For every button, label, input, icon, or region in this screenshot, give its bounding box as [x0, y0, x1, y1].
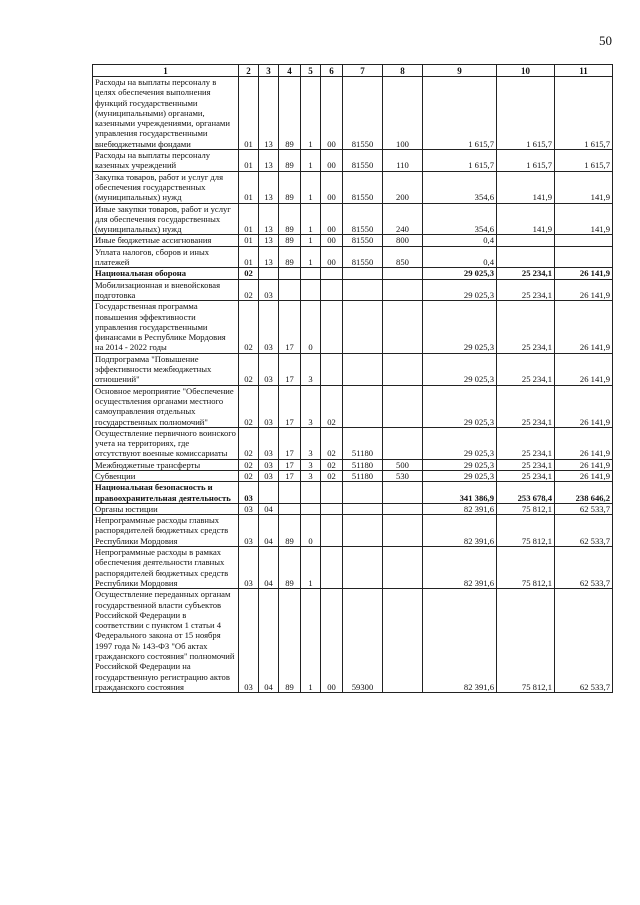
row-label: Субвенции	[93, 470, 239, 481]
code-cell: 0	[301, 515, 321, 547]
amount-cell: 1 615,7	[423, 150, 497, 172]
code-cell: 81550	[343, 235, 383, 246]
code-cell: 00	[321, 150, 343, 172]
code-cell	[321, 301, 343, 353]
code-cell: 17	[279, 459, 301, 470]
code-cell: 1	[301, 77, 321, 150]
code-cell: 02	[239, 279, 259, 301]
code-cell: 03	[239, 515, 259, 547]
table-row	[93, 353, 613, 385]
amount-cell	[555, 235, 613, 246]
code-cell: 3	[301, 470, 321, 481]
amount-cell: 75 812,1	[497, 547, 555, 589]
code-cell: 89	[279, 246, 301, 268]
amount-cell: 62 533,7	[555, 589, 613, 693]
amount-cell: 29 025,3	[423, 385, 497, 427]
code-cell: 02	[239, 470, 259, 481]
row-label: Мобилизационная и вневойсковая подготовка	[93, 279, 239, 301]
code-cell: 200	[383, 171, 423, 203]
code-cell: 04	[259, 503, 279, 514]
column-header: 2	[239, 65, 259, 77]
code-cell	[343, 482, 383, 504]
amount-cell: 25 234,1	[497, 427, 555, 459]
amount-cell: 29 025,3	[423, 427, 497, 459]
row-label: Расходы на выплаты персоналу в целях обеспечения выполнения функций государственными (муниципальными) органами, казенными учреждениями, органами управления государственными внебюджетными фондами	[93, 77, 239, 150]
amount-cell: 26 141,9	[555, 470, 613, 481]
amount-cell: 26 141,9	[555, 279, 613, 301]
code-cell: 110	[383, 150, 423, 172]
code-cell	[383, 515, 423, 547]
amount-cell: 62 533,7	[555, 547, 613, 589]
code-cell: 02	[239, 268, 259, 279]
column-header: 8	[383, 65, 423, 77]
code-cell	[321, 515, 343, 547]
code-cell: 01	[239, 246, 259, 268]
amount-cell	[555, 246, 613, 268]
code-cell: 89	[279, 547, 301, 589]
amount-cell: 25 234,1	[497, 459, 555, 470]
amount-cell: 29 025,3	[423, 470, 497, 481]
table-row	[93, 268, 613, 279]
code-cell: 89	[279, 203, 301, 235]
code-cell: 1	[301, 171, 321, 203]
code-cell: 100	[383, 77, 423, 150]
row-label: Государственная программа повышения эффективности управления государственными финансами в Республике Мордовия на 2014 - 2022 годы	[93, 301, 239, 353]
code-cell	[301, 279, 321, 301]
code-cell: 03	[259, 385, 279, 427]
amount-cell: 141,9	[555, 171, 613, 203]
column-header: 6	[321, 65, 343, 77]
amount-cell: 1 615,7	[555, 77, 613, 150]
code-cell: 3	[301, 459, 321, 470]
code-cell	[343, 353, 383, 385]
code-cell: 02	[321, 427, 343, 459]
table-row	[93, 203, 613, 235]
table-row	[93, 171, 613, 203]
row-label: Иные бюджетные ассигнования	[93, 235, 239, 246]
code-cell: 51180	[343, 427, 383, 459]
amount-cell: 82 391,6	[423, 547, 497, 589]
code-cell: 240	[383, 203, 423, 235]
code-cell: 3	[301, 353, 321, 385]
code-cell: 03	[259, 459, 279, 470]
code-cell	[279, 482, 301, 504]
amount-cell: 75 812,1	[497, 515, 555, 547]
code-cell: 89	[279, 77, 301, 150]
amount-cell: 29 025,3	[423, 459, 497, 470]
row-label: Подпрограмма "Повышение эффективности межбюджетных отношений"	[93, 353, 239, 385]
amount-cell: 29 025,3	[423, 279, 497, 301]
code-cell	[343, 385, 383, 427]
row-label: Межбюджетные трансферты	[93, 459, 239, 470]
code-cell: 1	[301, 203, 321, 235]
table-row	[93, 470, 613, 481]
amount-cell: 26 141,9	[555, 427, 613, 459]
code-cell	[383, 268, 423, 279]
code-cell	[343, 301, 383, 353]
code-cell	[279, 279, 301, 301]
amount-cell: 82 391,6	[423, 515, 497, 547]
code-cell	[383, 589, 423, 693]
amount-cell: 141,9	[497, 171, 555, 203]
row-label: Основное мероприятие "Обеспечение осуществления органами местного самоуправления отдельных государственных полномочий"	[93, 385, 239, 427]
code-cell: 13	[259, 203, 279, 235]
row-label: Непрограммные расходы в рамках обеспечения деятельности главных распорядителей бюджетных средств Республики Мордовия	[93, 547, 239, 589]
code-cell	[321, 279, 343, 301]
table-row	[93, 279, 613, 301]
column-header: 3	[259, 65, 279, 77]
column-header: 11	[555, 65, 613, 77]
amount-cell: 29 025,3	[423, 268, 497, 279]
page-number: 50	[599, 33, 612, 48]
column-header: 9	[423, 65, 497, 77]
header-row	[93, 65, 613, 77]
column-header: 10	[497, 65, 555, 77]
column-header: 4	[279, 65, 301, 77]
amount-cell: 341 386,9	[423, 482, 497, 504]
amount-cell: 26 141,9	[555, 301, 613, 353]
code-cell	[383, 385, 423, 427]
row-label: Расходы на выплаты персоналу казенных учреждений	[93, 150, 239, 172]
row-label: Органы юстиции	[93, 503, 239, 514]
code-cell	[383, 547, 423, 589]
code-cell	[383, 482, 423, 504]
code-cell: 17	[279, 353, 301, 385]
amount-cell: 26 141,9	[555, 459, 613, 470]
table-row	[93, 385, 613, 427]
code-cell	[321, 353, 343, 385]
code-cell: 02	[321, 470, 343, 481]
amount-cell: 75 812,1	[497, 503, 555, 514]
code-cell: 03	[259, 353, 279, 385]
code-cell: 81550	[343, 171, 383, 203]
amount-cell: 1 615,7	[423, 77, 497, 150]
code-cell: 1	[301, 547, 321, 589]
code-cell: 01	[239, 235, 259, 246]
table-body	[93, 77, 613, 693]
code-cell: 89	[279, 171, 301, 203]
amount-cell: 62 533,7	[555, 503, 613, 514]
table-row	[93, 150, 613, 172]
code-cell: 02	[239, 427, 259, 459]
code-cell: 03	[239, 482, 259, 504]
code-cell: 03	[239, 589, 259, 693]
table-row	[93, 77, 613, 150]
code-cell: 51180	[343, 470, 383, 481]
code-cell: 51180	[343, 459, 383, 470]
column-header: 1	[93, 65, 239, 77]
table-row	[93, 589, 613, 693]
code-cell	[343, 547, 383, 589]
amount-cell: 29 025,3	[423, 301, 497, 353]
code-cell: 00	[321, 246, 343, 268]
table-row	[93, 235, 613, 246]
table-row	[93, 301, 613, 353]
code-cell: 01	[239, 77, 259, 150]
row-label: Иные закупки товаров, работ и услуг для обеспечения государственных (муниципальных) нужд	[93, 203, 239, 235]
code-cell	[259, 482, 279, 504]
code-cell	[343, 515, 383, 547]
code-cell: 00	[321, 589, 343, 693]
row-label: Закупка товаров, работ и услуг для обеспечения государственных (муниципальных) нужд	[93, 171, 239, 203]
code-cell: 17	[279, 427, 301, 459]
code-cell: 03	[259, 279, 279, 301]
amount-cell: 26 141,9	[555, 353, 613, 385]
code-cell	[279, 268, 301, 279]
code-cell: 03	[239, 547, 259, 589]
code-cell: 13	[259, 235, 279, 246]
code-cell: 01	[239, 203, 259, 235]
amount-cell: 25 234,1	[497, 385, 555, 427]
code-cell: 89	[279, 589, 301, 693]
code-cell: 01	[239, 171, 259, 203]
amount-cell: 238 646,2	[555, 482, 613, 504]
amount-cell: 141,9	[497, 203, 555, 235]
budget-table	[92, 64, 613, 693]
amount-cell: 253 678,4	[497, 482, 555, 504]
code-cell: 02	[239, 459, 259, 470]
code-cell: 89	[279, 235, 301, 246]
amount-cell: 1 615,7	[555, 150, 613, 172]
code-cell: 17	[279, 385, 301, 427]
code-cell	[259, 268, 279, 279]
code-cell: 01	[239, 150, 259, 172]
code-cell: 13	[259, 246, 279, 268]
code-cell: 02	[239, 301, 259, 353]
code-cell	[343, 279, 383, 301]
code-cell: 17	[279, 470, 301, 481]
row-label: Осуществление переданных органам государственной власти субъектов Российской Федерации в соответствии с пунктом 1 статьи 4 Федерального закона от 15 ноября 1997 года № 143-ФЗ "Об актах гражданского состояния" полномочий Российской Федерации на государственную регистрацию актов гражданского состояния	[93, 589, 239, 693]
amount-cell: 25 234,1	[497, 301, 555, 353]
code-cell: 3	[301, 427, 321, 459]
code-cell: 81550	[343, 77, 383, 150]
code-cell: 17	[279, 301, 301, 353]
code-cell: 13	[259, 150, 279, 172]
code-cell	[301, 503, 321, 514]
table-row	[93, 459, 613, 470]
code-cell: 03	[259, 427, 279, 459]
code-cell: 00	[321, 235, 343, 246]
code-cell: 1	[301, 235, 321, 246]
amount-cell: 62 533,7	[555, 515, 613, 547]
code-cell	[383, 353, 423, 385]
code-cell: 02	[239, 385, 259, 427]
code-cell: 0	[301, 301, 321, 353]
code-cell: 13	[259, 77, 279, 150]
code-cell: 500	[383, 459, 423, 470]
code-cell	[343, 503, 383, 514]
code-cell	[321, 503, 343, 514]
code-cell	[321, 547, 343, 589]
table-row	[93, 246, 613, 268]
code-cell	[321, 268, 343, 279]
code-cell	[343, 268, 383, 279]
amount-cell: 25 234,1	[497, 353, 555, 385]
amount-cell: 26 141,9	[555, 385, 613, 427]
table-row	[93, 482, 613, 504]
code-cell: 89	[279, 515, 301, 547]
code-cell: 81550	[343, 150, 383, 172]
code-cell: 04	[259, 515, 279, 547]
row-label: Осуществление первичного воинского учета на территориях, где отсутствуют военные комиссариаты	[93, 427, 239, 459]
code-cell: 59300	[343, 589, 383, 693]
row-label: Национальная оборона	[93, 268, 239, 279]
amount-cell: 82 391,6	[423, 589, 497, 693]
code-cell	[383, 503, 423, 514]
column-header: 7	[343, 65, 383, 77]
amount-cell: 354,6	[423, 203, 497, 235]
code-cell: 02	[321, 459, 343, 470]
code-cell	[383, 427, 423, 459]
amount-cell: 26 141,9	[555, 268, 613, 279]
amount-cell	[497, 246, 555, 268]
code-cell: 02	[321, 385, 343, 427]
code-cell: 1	[301, 589, 321, 693]
code-cell: 03	[239, 503, 259, 514]
code-cell: 04	[259, 589, 279, 693]
row-label: Непрограммные расходы главных распорядителей бюджетных средств Республики Мордовия	[93, 515, 239, 547]
row-label: Национальная безопасность и правоохранительная деятельность	[93, 482, 239, 504]
code-cell: 3	[301, 385, 321, 427]
code-cell: 81550	[343, 246, 383, 268]
code-cell: 850	[383, 246, 423, 268]
amount-cell: 25 234,1	[497, 470, 555, 481]
code-cell: 1	[301, 246, 321, 268]
amount-cell: 1 615,7	[497, 150, 555, 172]
code-cell	[279, 503, 301, 514]
amount-cell: 29 025,3	[423, 353, 497, 385]
amount-cell	[497, 235, 555, 246]
code-cell: 13	[259, 171, 279, 203]
code-cell: 800	[383, 235, 423, 246]
table-row	[93, 547, 613, 589]
code-cell: 530	[383, 470, 423, 481]
code-cell: 04	[259, 547, 279, 589]
code-cell	[383, 301, 423, 353]
code-cell: 81550	[343, 203, 383, 235]
code-cell: 1	[301, 150, 321, 172]
amount-cell: 82 391,6	[423, 503, 497, 514]
code-cell: 00	[321, 203, 343, 235]
column-header: 5	[301, 65, 321, 77]
amount-cell: 75 812,1	[497, 589, 555, 693]
table-row	[93, 427, 613, 459]
amount-cell: 0,4	[423, 235, 497, 246]
code-cell: 03	[259, 470, 279, 481]
code-cell	[383, 279, 423, 301]
code-cell	[301, 482, 321, 504]
amount-cell: 0,4	[423, 246, 497, 268]
amount-cell: 354,6	[423, 171, 497, 203]
table-row	[93, 503, 613, 514]
amount-cell: 141,9	[555, 203, 613, 235]
code-cell: 03	[259, 301, 279, 353]
code-cell	[321, 482, 343, 504]
code-cell: 00	[321, 77, 343, 150]
table-row	[93, 515, 613, 547]
code-cell: 00	[321, 171, 343, 203]
row-label: Уплата налогов, сборов и иных платежей	[93, 246, 239, 268]
amount-cell: 1 615,7	[497, 77, 555, 150]
amount-cell: 25 234,1	[497, 279, 555, 301]
code-cell	[301, 268, 321, 279]
code-cell: 02	[239, 353, 259, 385]
code-cell: 89	[279, 150, 301, 172]
amount-cell: 25 234,1	[497, 268, 555, 279]
